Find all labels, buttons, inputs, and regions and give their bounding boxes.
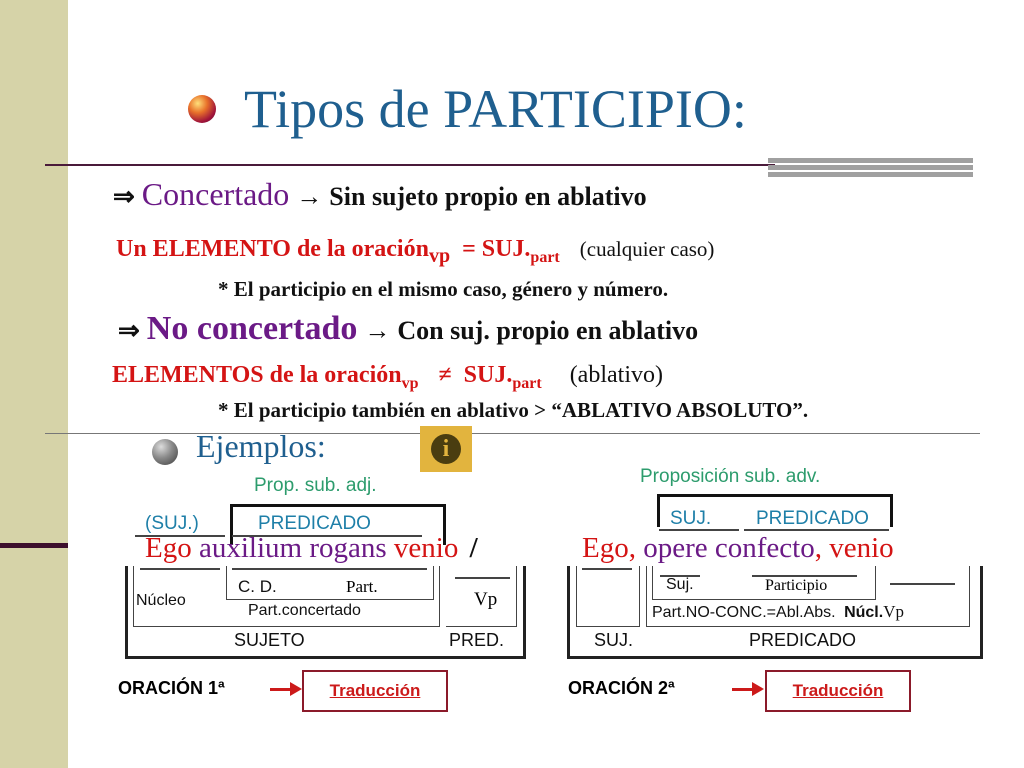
left-ego-underline <box>140 568 220 570</box>
left-venio-underline <box>455 577 510 579</box>
left-word-auxilium: auxilium rogans <box>198 532 387 564</box>
formula-sub-vp: vp <box>428 244 451 267</box>
formula-note: (ablativo) <box>569 362 663 388</box>
left-suj-label: (SUJ.) <box>145 513 199 534</box>
left-sentence <box>145 532 478 565</box>
left-vp: Vp <box>474 589 498 610</box>
left-sujeto: SUJETO <box>234 630 305 650</box>
no-concertado-label: No concertado <box>146 310 358 347</box>
title-bullet-icon <box>188 95 216 123</box>
right-venio-underline <box>890 583 955 585</box>
left-arrow-icon <box>270 688 292 691</box>
concertado-note: * El participio en el mismo caso, género y número. <box>218 277 669 301</box>
left-pred: PRED. <box>449 630 505 650</box>
formula-note: (cualquier caso) <box>579 237 715 261</box>
ejemplos-bullet-icon <box>152 439 178 465</box>
concertado-desc: Sin sujeto propio en ablativo <box>329 182 647 211</box>
left-part: Part. <box>346 577 378 596</box>
right-suj-bracket <box>576 566 640 627</box>
left-traduccion-button[interactable]: Traducción <box>302 670 448 712</box>
sentence-separator: / <box>469 532 478 564</box>
left-word-venio: venio <box>393 532 459 564</box>
left-top-label: Prop. sub. adj. <box>254 475 377 496</box>
right-suj-small: Suj. <box>666 576 694 593</box>
formula-sub-vp: vp <box>401 374 419 392</box>
right-oracion: ORACIÓN 2ª <box>568 678 675 698</box>
implies-icon: ⇒ <box>113 182 135 211</box>
no-concertado-note: * El participio también en ablativo > “ABLATIVO ABSOLUTO”. <box>218 398 809 422</box>
right-arrow-icon <box>732 688 754 691</box>
formula-sub-part: part <box>530 248 560 266</box>
sidebar-decoration <box>0 0 68 768</box>
left-part-conc: Part.concertado <box>248 602 361 619</box>
right-suj-label: SUJ. <box>670 508 712 529</box>
info-icon[interactable]: i <box>420 426 472 472</box>
ejemplos-label: Ejemplos: <box>196 428 326 464</box>
not-equal-icon: ≠ <box>438 362 452 388</box>
right-word-ego: Ego <box>582 532 629 564</box>
grey-bars-decoration <box>768 158 973 180</box>
no-concertado-heading <box>118 310 698 348</box>
right-suj-underline <box>659 529 739 531</box>
formula-elementos: ELEMENTOS de la oración <box>112 362 402 388</box>
right-predicado: PREDICADO <box>749 630 857 650</box>
implies-icon: ⇒ <box>118 316 140 345</box>
sidebar-accent-line <box>0 543 68 548</box>
no-concertado-formula <box>112 362 663 393</box>
right-participio: Participio <box>765 577 828 594</box>
right-part-noconc: Part.NO-CONC.=Abl.Abs. Núcl.Vp <box>652 602 904 621</box>
formula-eq-suj: = SUJ. <box>462 236 531 262</box>
concertado-label: Concertado <box>141 176 290 212</box>
concertado-heading <box>113 176 647 213</box>
right-pred-underline <box>744 529 889 531</box>
title-divider <box>45 164 775 166</box>
right-word-venio: venio <box>829 532 894 564</box>
no-concertado-desc: Con suj. propio en ablativo <box>397 316 699 345</box>
left-word-ego: Ego <box>145 532 192 564</box>
slide-title: Tipos de PARTICIPIO: <box>244 79 747 139</box>
right-suj: SUJ. <box>594 630 634 650</box>
left-pred-label: PREDICADO <box>258 513 371 534</box>
left-nucleo: Núcleo <box>136 592 186 609</box>
right-ego-underline <box>582 568 632 570</box>
formula-sub-part: part <box>512 374 542 392</box>
left-cd: C. D. <box>238 577 277 596</box>
formula-suj: SUJ. <box>463 362 513 388</box>
concertado-formula <box>116 236 714 268</box>
left-part-underline <box>232 568 427 570</box>
right-word-opere: opere confecto <box>643 532 815 564</box>
right-sentence: Ego, opere confecto, venio <box>582 532 894 564</box>
right-top-label: Proposición sub. adv. <box>640 466 821 487</box>
formula-elemento: Un ELEMENTO de la oración <box>116 236 429 262</box>
left-oracion: ORACIÓN 1ª <box>118 678 225 698</box>
right-traduccion-button[interactable]: Traducción <box>765 670 911 712</box>
arrow-right-icon: → <box>364 316 391 345</box>
arrow-right-icon: → <box>296 182 323 211</box>
right-pred-label: PREDICADO <box>756 508 869 529</box>
section-divider <box>45 433 980 434</box>
